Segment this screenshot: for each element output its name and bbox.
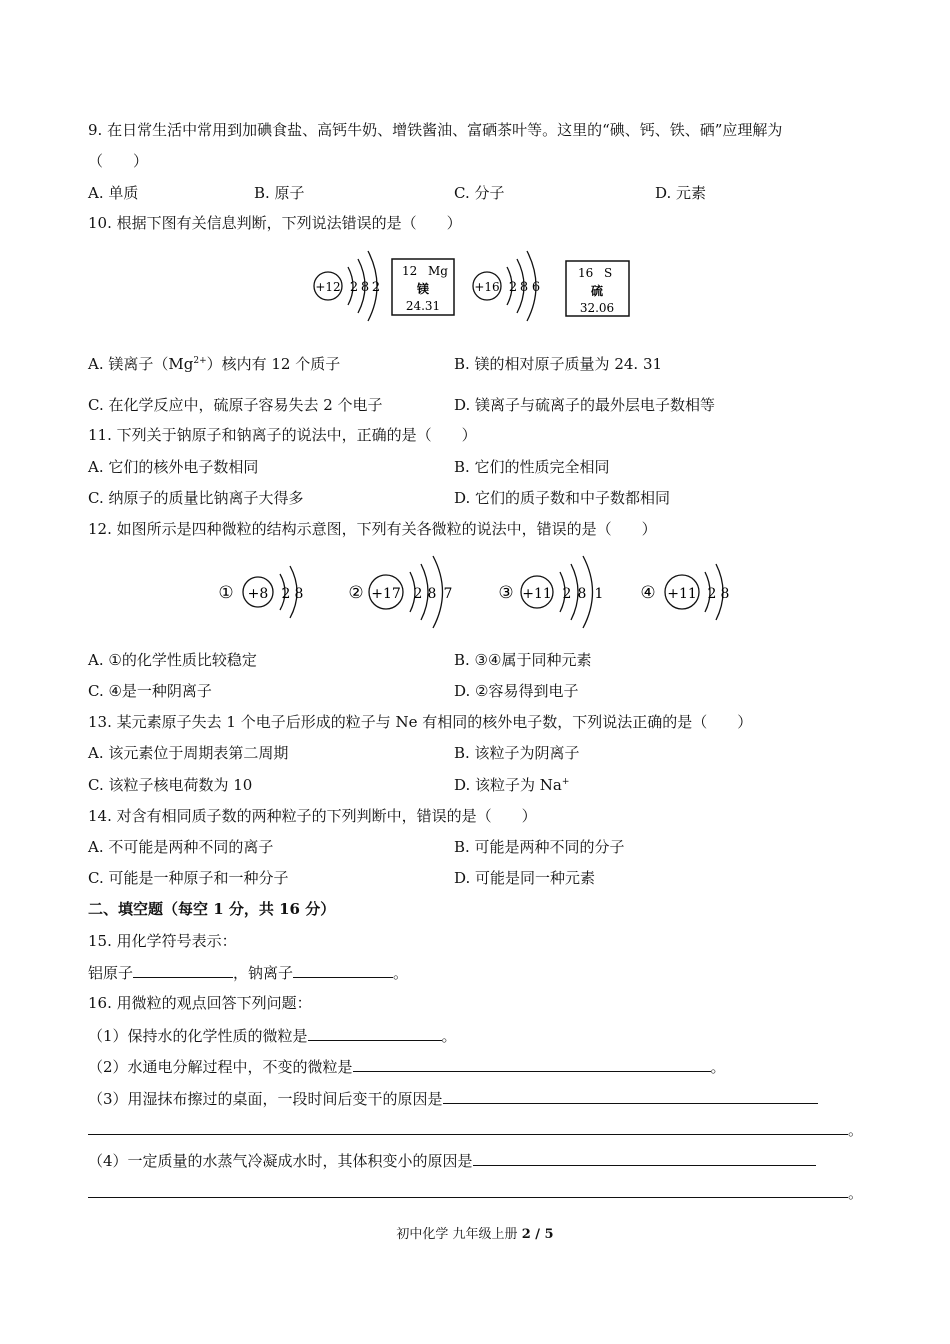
q14-option-c: C. 可能是一种原子和一种分子 [88,869,289,887]
q10-option-d: D. 镁离子与硫离子的最外层电子数相等 [454,396,716,414]
q13-option-c: C. 该粒子核电荷数为 10 [88,776,253,794]
svg-text:+11: +11 [522,586,552,602]
sodium-ion-blank[interactable] [293,962,393,978]
q11-option-a: A. 它们的核外电子数相同 [88,458,259,476]
q11-option-c: C. 纳原子的质量比钠离子大得多 [88,489,304,507]
q16-part-4-cont: 。 [88,1182,863,1203]
svg-text:Mg: Mg [428,264,448,278]
particle-2-diagram [348,556,452,628]
svg-text:2: 2 [281,586,291,602]
svg-text:镁: 镁 [416,282,430,296]
s-element-box [566,261,629,316]
svg-text:24.31: 24.31 [405,299,441,313]
q12-stem: 12. 如图所示是四种微粒的结构示意图，下列有关各微粒的说法中，错误的是（ ） [88,520,657,538]
q16-part-4: （4）一定质量的水蒸气冷凝成水时，其体积变小的原因是 [88,1150,816,1171]
q14-option-d: D. 可能是同一种元素 [454,869,596,887]
q16-part-2: （2）水通电分解过程中，不变的微粒是 。 [88,1058,726,1076]
svg-text:③: ③ [498,583,514,603]
q10-stem: 10. 根据下图有关信息判断，下列说法错误的是（ ） [88,214,462,232]
page-footer: 初中化学 九年级上册 2 / 5 [396,1227,554,1242]
q12-figure [210,554,750,630]
svg-text:+16: +16 [474,280,500,294]
svg-text:+11: +11 [667,586,697,602]
svg-text:2: 2 [508,280,518,295]
q10-option-c: C. 在化学反应中，硫原子容易失去 2 个电子 [88,396,383,414]
q9-paren: （ ） [88,152,149,170]
svg-text:8: 8 [427,586,437,602]
particle-1-diagram [218,566,303,618]
svg-text:2: 2 [707,586,717,602]
svg-text:16: 16 [578,266,594,280]
q16-stem: 16. 用微粒的观点回答下列问题： [88,994,312,1012]
q14-stem: 14. 对含有相同质子数的两种粒子的下列判断中，错误的是（ ） [88,807,537,825]
q9-option-c: C. 分子 [454,184,505,202]
q16-4-blank-b[interactable] [88,1182,848,1198]
svg-text:2: 2 [413,586,423,602]
svg-text:①: ① [218,583,234,603]
svg-text:S: S [604,266,613,280]
svg-text:2: 2 [562,586,572,602]
q13-stem: 13. 某元素原子失去 1 个电子后形成的粒子与 Ne 有相同的核外电子数，下列说法正确的是（ ） [88,713,753,731]
q16-part-1: （1）保持水的化学性质的微粒是 。 [88,1027,457,1045]
svg-text:8: 8 [720,586,730,602]
q12-option-d: D. ②容易得到电子 [454,682,579,700]
svg-text:2: 2 [349,280,359,295]
svg-text:2: 2 [371,280,381,295]
svg-text:1: 1 [594,586,604,602]
mg-atom-diagram [314,251,380,321]
q11-option-b: B. 它们的性质完全相同 [454,458,610,476]
q9-option-b: B. 原子 [254,184,305,202]
svg-text:硫: 硫 [590,284,604,298]
q14-option-b: B. 可能是两种不同的分子 [454,838,625,856]
q13-option-a: A. 该元素位于周期表第二周期 [88,744,289,762]
q11-option-d: D. 它们的质子数和中子数都相同 [454,489,671,507]
particle-4-diagram [640,564,729,620]
svg-text:12: 12 [402,264,418,278]
q16-2-blank[interactable] [353,1056,711,1072]
svg-text:32.06: 32.06 [579,301,615,315]
q11-stem: 11. 下列关于钠原子和钠离子的说法中，正确的是（ ） [88,426,477,444]
svg-text:+12: +12 [315,280,341,294]
svg-text:④: ④ [640,583,656,603]
svg-text:8: 8 [294,586,304,602]
q16-3-blank-b[interactable] [88,1119,848,1135]
svg-text:+8: +8 [247,586,269,602]
q16-part-3: （3）用湿抹布擦过的桌面，一段时间后变干的原因是 [88,1088,818,1109]
q12-option-b: B. ③④属于同种元素 [454,651,592,669]
q12-option-c: C. ④是一种阴离子 [88,682,212,700]
q15-answer-line: 铝原子 ，钠离子 。 [88,964,409,982]
q10-figure [300,245,640,325]
svg-text:②: ② [348,583,364,603]
q9-stem: 9. 在日常生活中常用到加碘食盐、高钙牛奶、增铁酱油、富硒茶叶等。这里的“碘、钙、铁、硒”应理解为 [88,121,783,139]
q13-option-b: B. 该粒子为阴离子 [454,744,580,762]
q16-1-blank[interactable] [308,1025,442,1041]
q9-option-a: A. 单质 [88,184,139,202]
particle-3-diagram [498,556,603,628]
q10-option-b: B. 镁的相对原子质量为 24. 31 [454,355,663,373]
svg-text:8: 8 [360,280,370,295]
svg-text:6: 6 [531,280,541,295]
svg-text:7: 7 [443,586,453,602]
q9-option-d: D. 元素 [655,184,707,202]
svg-text:8: 8 [519,280,529,295]
page-number: 2 / 5 [521,1227,554,1242]
q14-option-a: A. 不可能是两种不同的离子 [88,838,274,856]
mg-element-box [392,259,454,315]
svg-text:+17: +17 [371,586,401,602]
aluminum-atom-blank[interactable] [133,962,233,978]
s-atom-diagram [473,251,540,321]
q12-option-a: A. ①的化学性质比较稳定 [88,651,257,669]
q16-4-blank-a[interactable] [473,1150,816,1166]
svg-text:8: 8 [577,586,587,602]
q16-3-blank-a[interactable] [443,1088,818,1104]
section-title-fill-in: 二、填空题（每空 1 分，共 16 分） [88,900,336,918]
q13-option-d: D. 该粒子为 Na+ [454,776,570,794]
q16-part-3-cont: 。 [88,1119,863,1140]
q15-stem: 15. 用化学符号表示： [88,932,237,950]
q10-option-a: A. 镁离子$(Mg^{2+})$核内有 12 个质子 [88,355,341,373]
